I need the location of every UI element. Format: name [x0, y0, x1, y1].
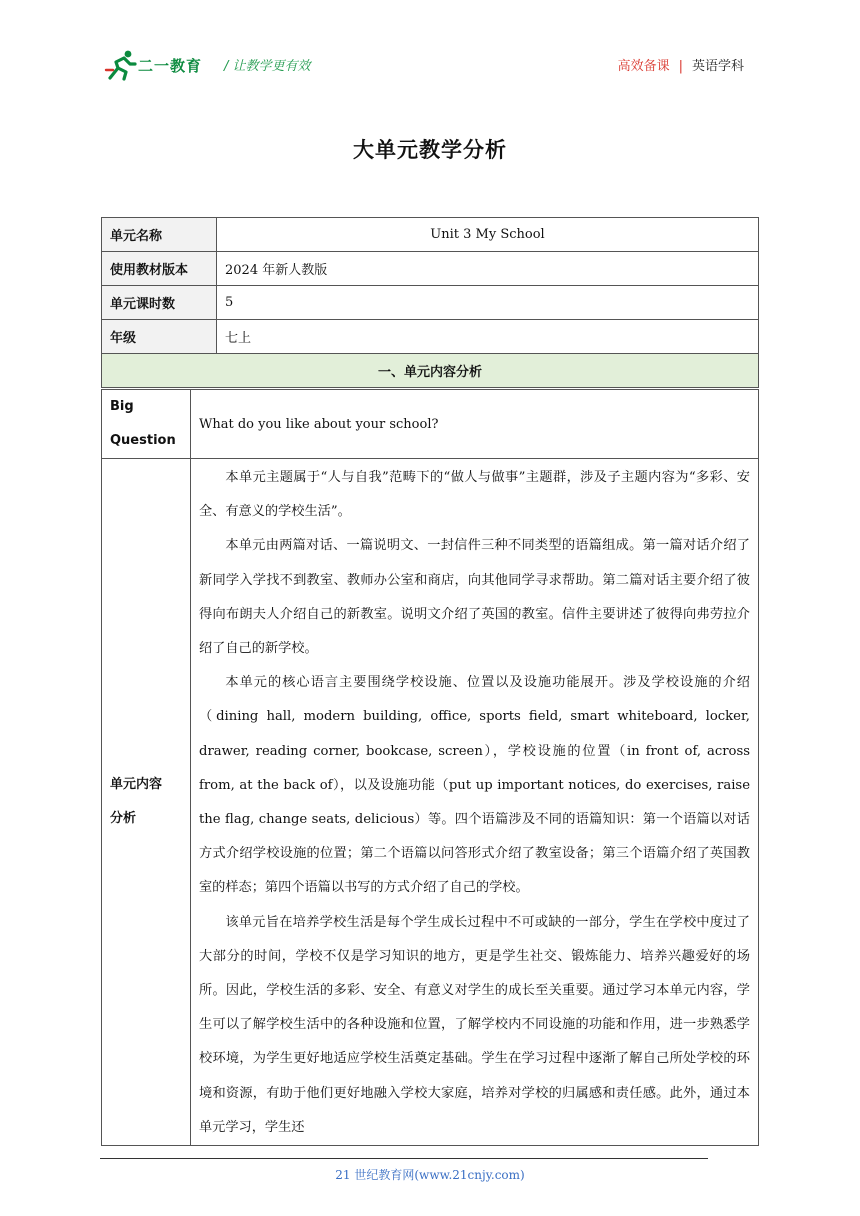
header-separator: |	[678, 59, 683, 74]
table-row	[102, 252, 759, 286]
big-question-label-line2: Question	[110, 433, 176, 448]
page-title: 大单元教学分析	[353, 138, 507, 162]
unit-info-table	[101, 217, 759, 388]
analysis-paragraph: 本单元主题属于“人与自我”范畴下的“做人与做事”主题群，涉及子主题内容为“多彩、安全、有意义的学校生活”。	[199, 470, 750, 520]
content-analysis-table	[101, 389, 759, 1146]
brand-logo[interactable]	[104, 48, 214, 82]
analysis-paragraph: 本单元由两篇对话、一篇说明文、一封信件三种不同类型的语篇组成。第一篇对话介绍了新同学入学找不到教室、教师办公室和商店，向其他同学寻求帮助。第二篇对话主要介绍了彼得向布朗夫人介绍自己的新教室。说明文介绍了英国的教室。信件主要讲述了彼得向弗劳拉介绍了自己的新学校。	[199, 538, 750, 657]
grade-value: 七上	[217, 320, 759, 354]
footer-divider	[100, 1158, 708, 1159]
content-analysis-label	[102, 459, 191, 1146]
lesson-count-label: 单元课时数	[102, 286, 217, 320]
header-subject	[618, 55, 744, 74]
content-analysis-label-line1: 单元内容	[110, 777, 163, 793]
table-row	[102, 320, 759, 354]
header-secondary-label: 英语学科	[691, 59, 744, 74]
content-analysis-label-line2: 分析	[110, 811, 137, 827]
header-slogan: / 让教学更有效	[224, 59, 311, 74]
page-header	[0, 0, 860, 100]
table-row	[102, 218, 759, 252]
table-row	[102, 286, 759, 320]
header-primary-label: 高效备课	[617, 59, 670, 74]
logo-text: 二一教育	[138, 57, 203, 75]
unit-name-label: 单元名称	[102, 218, 217, 252]
textbook-version-value: 2024 年新人教版	[217, 252, 759, 286]
lesson-count-value: 5	[217, 286, 759, 320]
table-row	[102, 354, 759, 388]
content-analysis-body	[191, 459, 759, 1146]
big-question-label	[102, 390, 191, 459]
footer-source-link[interactable]: 21 世纪教育网(www.21cnjy.com)	[335, 1168, 525, 1182]
table-row	[102, 459, 759, 1146]
grade-label: 年级	[102, 320, 217, 354]
big-question-label-line1: Big	[110, 399, 134, 414]
table-row	[102, 390, 759, 459]
textbook-version-label: 使用教材版本	[102, 252, 217, 286]
runner-logo-icon	[104, 48, 138, 82]
analysis-paragraph: 该单元旨在培养学校生活是每个学生成长过程中不可或缺的一部分，学生在学校中度过了大部分的时间，学校不仅是学习知识的地方，更是学生社交、锻炼能力、培养兴趣爱好的场所。因此，学校生活的多彩、安全、有意义对学生的成长至关重要。通过学习本单元内容，学生可以了解学校生活中的各种设施和位置，了解学校内不同设施的功能和作用，进一步熟悉学校环境，为学生更好地适应学校生活奠定基础。学生在学习过程中逐渐了解自己所处学校的环境和资源，有助于他们更好地融入学校大家庭，培养对学校的归属感和责任感。此外，通过本单元学习，学生还	[199, 914, 750, 1135]
analysis-paragraph: 本单元的核心语言主要围绕学校设施、位置以及设施功能展开。涉及学校设施的介绍（dining hall, modern building, office, sports field, smart whiteboard, locker, drawer, reading corner, bookcase, screen），学校设施的位置（in front of, across from, at the back of），以及设施功能（put up important notices, do exercises, raise the flag, change seats, delicious）等。四个语篇涉及不同的语篇知识：第一个语篇以对话方式介绍学校设施的位置；第二个语篇以问答形式介绍了教室设备；第三个语篇介绍了英国教室的样态；第四个语篇以书写的方式介绍了自己的学校。	[199, 675, 750, 896]
big-question-value: What do you like about your school?	[191, 390, 759, 459]
section-heading: 一、单元内容分析	[102, 354, 759, 388]
unit-name-value: Unit 3 My School	[217, 218, 759, 252]
